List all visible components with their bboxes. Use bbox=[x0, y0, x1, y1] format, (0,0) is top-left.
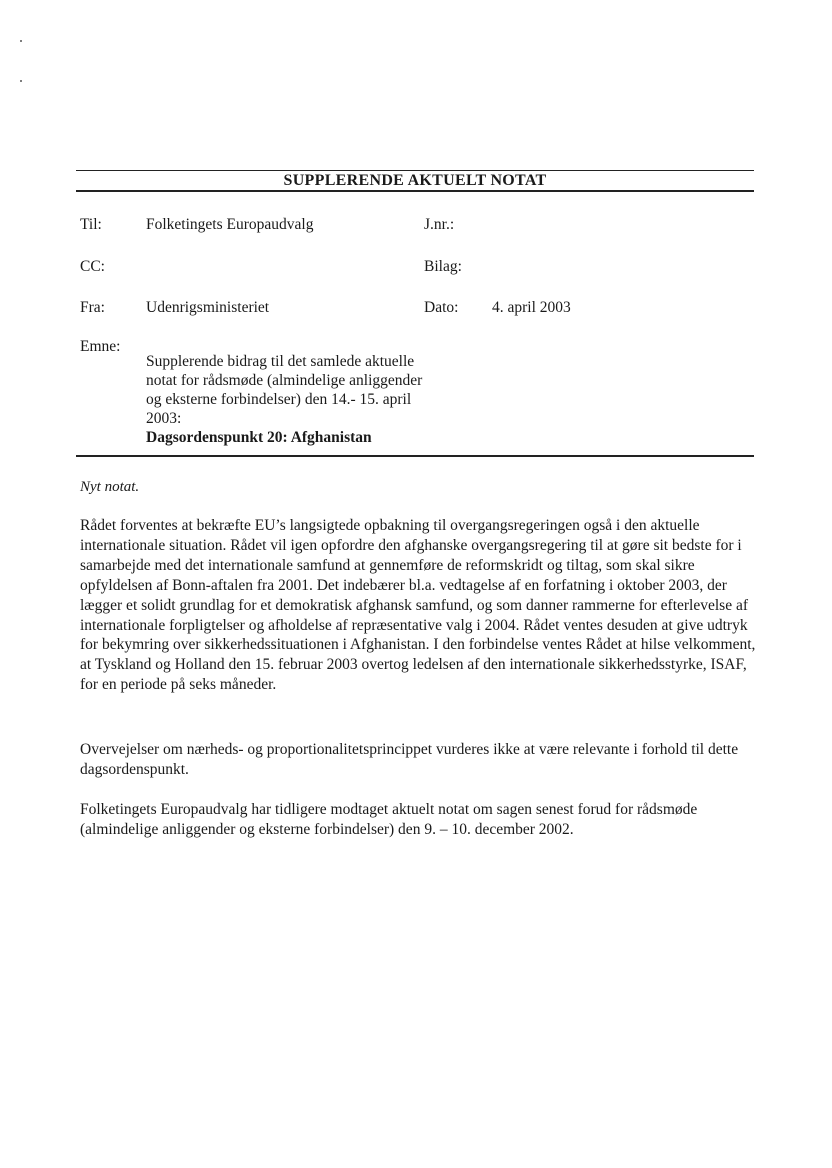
scan-speck bbox=[20, 80, 22, 82]
til-value: Folketingets Europaudvalg bbox=[146, 216, 314, 233]
body-paragraph: Overvejelser om nærheds- og proportionalitetsprincippet vurderes ikke at være relevante i forhold til dette dagsordenspunkt. bbox=[80, 741, 739, 778]
fra-label: Fra: bbox=[80, 299, 105, 316]
note-tag: Nyt notat. bbox=[80, 479, 140, 495]
jnr-label: J.nr.: bbox=[424, 216, 455, 233]
document-title: SUPPLERENDE AKTUELT NOTAT bbox=[283, 172, 547, 189]
scan-speck bbox=[20, 40, 22, 42]
cc-label: CC: bbox=[80, 258, 105, 275]
dato-label: Dato: bbox=[424, 299, 459, 316]
body-paragraph: Rådet forventes at bekræfte EU’s langsigtede opbakning til overgangsregeringen også i den aktuelle internationale situation. Rådet vil igen opfordre den afghanske overgangsregering til at gøre sit bedste for i samarbejde med det internationale samfund at gennemføre de reformskridt og tiltag, som skal sikre opfyldelsen af Bonn-aftalen fra 2001. Det indebærer bl.a. vedtagelse af en forfatning i oktober 2003, der lægger et solidt grundlag for et demokratisk afghansk samfund, og som danner rammerne for efterlevelse af internationale forpligtelser og afholdelse af repræsentative valg i 2004. Rådet ventes desuden at give udtryk for bekymring over sikkerhedssituationen i Afghanistan. I den forbindelse ventes Rådet at hilse velkomment, at Tyskland og Holland den 15. februar 2003 overtog ledelsen af den internationale sikkerhedsstyrke, ISAF, for en periode på seks måneder. bbox=[80, 517, 756, 694]
emne-description: Supplerende bidrag til det samlede aktuelle notat for rådsmøde (almindelige anliggender og eksterne forbindelser) den 14.- 15. april 2003: bbox=[146, 353, 423, 427]
emne-text bbox=[146, 352, 426, 447]
dato-value: 4. april 2003 bbox=[492, 299, 571, 316]
agenda-item: Dagsordenspunkt 20: Afghanistan bbox=[146, 429, 372, 446]
emne-label: Emne: bbox=[80, 338, 121, 355]
title-rule-bottom bbox=[76, 190, 754, 192]
fra-value: Udenrigsministeriet bbox=[146, 299, 270, 316]
til-label: Til: bbox=[80, 216, 102, 233]
body-paragraph: Folketingets Europaudvalg har tidligere modtaget aktuelt notat om sagen senest forud for rådsmøde (almindelige anliggender og eksterne forbindelser) den 9. – 10. december 2002. bbox=[80, 801, 698, 838]
bilag-label: Bilag: bbox=[424, 258, 462, 275]
header-rule-bottom bbox=[76, 455, 754, 457]
